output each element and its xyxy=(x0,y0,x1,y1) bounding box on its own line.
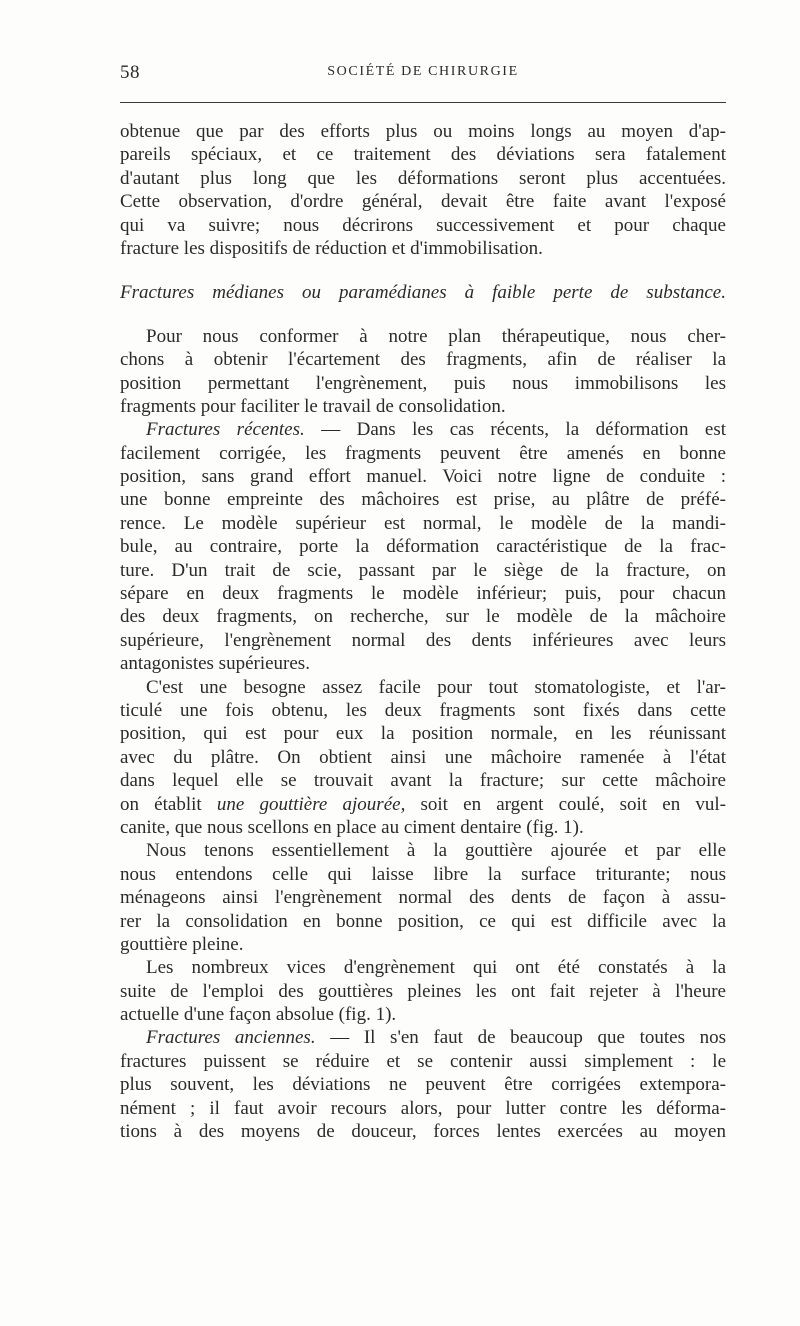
body-text xyxy=(120,120,726,1143)
text-line: nous entendons celle qui laisse libre la surface triturante; nous xyxy=(120,863,726,885)
run-in-heading: Fractures anciennes. xyxy=(146,1027,316,1049)
text-line: obtenue que par des efforts plus ou moins longs au moyen d'ap- xyxy=(120,121,726,142)
text-line: tions à des moyens de douceur, forces lentes exercées au moyen xyxy=(120,1121,726,1143)
running-head: SOCIÉTÉ DE CHIRURGIE xyxy=(327,64,519,79)
text-run: — Il s'en faut de beaucoup que toutes nos xyxy=(315,1027,727,1049)
text-line: rence. Le modèle supérieur est normal, le modèle de la mandi- xyxy=(120,512,726,534)
text-line: position, qui est pour eux la position normale, en les réunissant xyxy=(120,723,726,745)
text-line: Cette observation, d'ordre général, devait être faite avant l'exposé xyxy=(120,191,726,213)
text-line: antagonistes supérieures. xyxy=(120,653,310,675)
text-line: facilement corrigée, les fragments peuvent être amenés en bonne xyxy=(120,442,726,464)
text-line: nément ; il faut avoir recours alors, pour lutter contre les déforma- xyxy=(120,1097,726,1119)
paragraph xyxy=(120,676,726,840)
text-line: actuelle d'une façon absolue (fig. 1). xyxy=(120,1004,397,1026)
text-line: ménageons ainsi l'engrènement normal des dents de façon à assu- xyxy=(120,887,726,909)
paragraph xyxy=(120,956,726,1026)
page-number: 58 xyxy=(120,62,140,83)
text-run: soit en argent coulé, soit en vul- xyxy=(405,793,726,815)
text-line: chons à obtenir l'écartement des fragments, afin de réaliser la xyxy=(120,349,726,371)
text-line: canite, que nous scellons en place au ciment dentaire (fig. 1). xyxy=(120,816,584,838)
text-line: ticulé une fois obtenu, les deux fragments sont fixés dans cette xyxy=(120,699,726,721)
text-line xyxy=(120,1026,726,1049)
text-line: Les nombreux vices d'engrènement qui ont été constatés à la xyxy=(146,957,726,979)
text-line: supérieure, l'engrènement normal des dents inférieures avec leurs xyxy=(120,629,726,651)
text-run: on établit xyxy=(120,793,217,815)
run-in-heading: Fractures récentes. xyxy=(146,419,305,441)
paragraph xyxy=(120,418,726,675)
text-line: bule, au contraire, porte la déformation caractéristique de la frac- xyxy=(120,536,726,558)
text-run: — Dans les cas récents, la déformation est xyxy=(304,419,726,441)
text-line xyxy=(120,418,726,441)
text-line xyxy=(120,793,726,816)
text-line: une bonne empreinte des mâchoires est prise, au plâtre de préfé- xyxy=(120,489,726,511)
spacer xyxy=(120,305,726,325)
text-line: C'est une besogne assez facile pour tout stomatologiste, et l'ar- xyxy=(146,676,726,698)
text-line: fractures puissent se réduire et se contenir aussi simplement : le xyxy=(120,1050,726,1072)
text-line: ture. D'un trait de scie, passant par le siège de la fracture, on xyxy=(120,559,726,581)
text-line: Pour nous conformer à notre plan thérapeutique, nous cher- xyxy=(146,325,726,347)
text-line: gouttière pleine. xyxy=(120,933,244,955)
page-header xyxy=(120,62,726,92)
text-line: dans lequel elle se trouvait avant la fracture; sur cette mâchoire xyxy=(120,770,726,792)
text-line: rer la consolidation en bonne position, ce qui est difficile avec la xyxy=(120,910,726,932)
text-line: position, sans grand effort manuel. Voici notre ligne de conduite : xyxy=(120,466,726,488)
text-line: d'autant plus long que les déformations seront plus accentuées. xyxy=(120,167,726,189)
text-line: suite de l'emploi des gouttières pleines les ont fait rejeter à l'heure xyxy=(120,980,726,1002)
header-rule xyxy=(120,102,726,103)
text-line: fracture les dispositifs de réduction et d'immobilisation. xyxy=(120,237,543,259)
section-heading: Fractures médianes ou paramédianes à faible perte de substance. xyxy=(120,282,726,304)
emphasized-term: une gouttière ajourée, xyxy=(216,793,406,815)
paragraph xyxy=(120,1026,726,1143)
text-line: Nous tenons essentiellement à la gouttière ajourée et par elle xyxy=(146,840,726,862)
text-line: pareils spéciaux, et ce traitement des déviations sera fatalement xyxy=(120,144,726,166)
text-line: sépare en deux fragments le modèle inférieur; puis, pour chacun xyxy=(120,583,726,605)
text-line: plus souvent, les déviations ne peuvent être corrigées extempora- xyxy=(120,1074,726,1096)
text-line: position permettant l'engrènement, puis nous immobilisons les xyxy=(120,372,726,394)
text-line: des deux fragments, on recherche, sur le modèle de la mâchoire xyxy=(120,606,726,628)
paragraph xyxy=(120,325,726,419)
spacer xyxy=(120,260,726,281)
text-line: avec du plâtre. On obtient ainsi une mâchoire ramenée à l'état xyxy=(120,746,726,768)
paragraph xyxy=(120,839,726,956)
text-line: fragments pour faciliter le travail de consolidation. xyxy=(120,395,506,417)
text-line: qui va suivre; nous décrirons successivement et pour chaque xyxy=(120,214,726,236)
paragraph xyxy=(120,120,726,260)
